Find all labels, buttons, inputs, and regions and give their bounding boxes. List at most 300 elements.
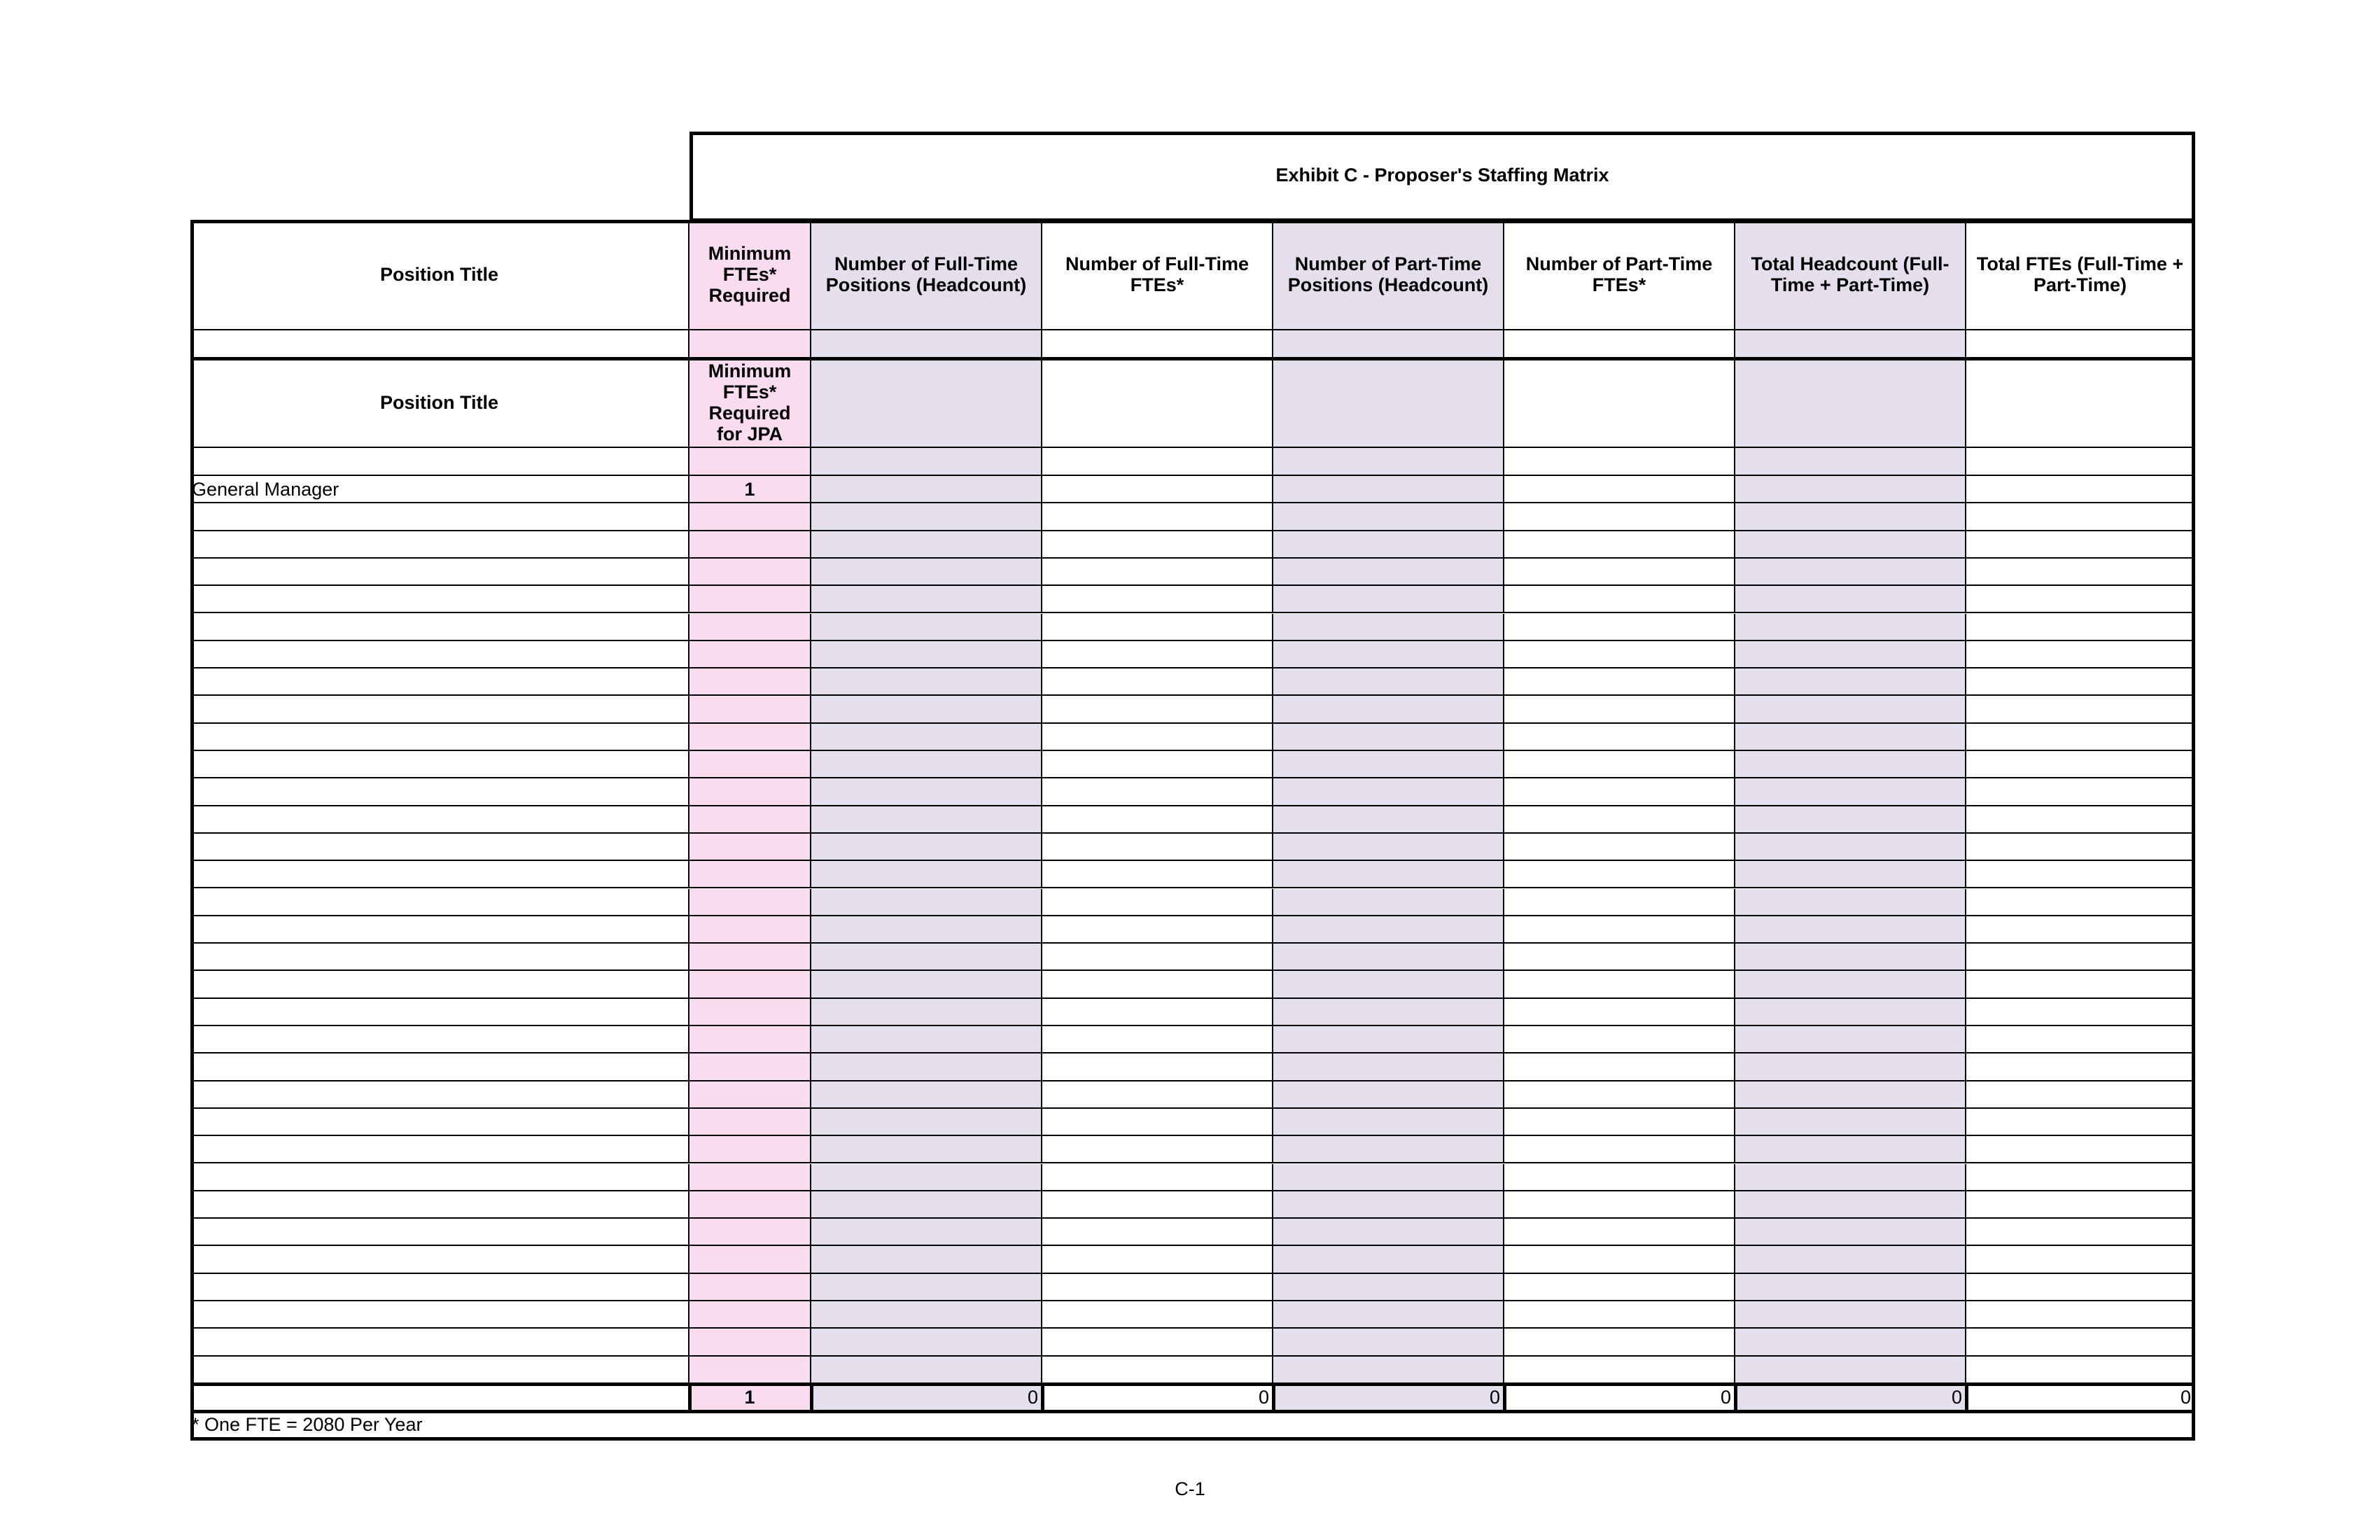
- table-row-cell: [1735, 834, 1966, 861]
- table-row-cell: [811, 916, 1042, 944]
- header-pt-ftes: Number of Part-Time FTEs*: [1504, 220, 1735, 330]
- table-row-cell: [1273, 1219, 1504, 1246]
- table-row-cell: [1504, 1301, 1735, 1329]
- table-row-cell: [1042, 778, 1273, 806]
- table-row-cell: [811, 1357, 1042, 1384]
- table-row-cell: [1966, 1274, 2195, 1301]
- table-row-cell: [1273, 1109, 1504, 1136]
- table-row-cell: [1504, 1109, 1735, 1136]
- table-row-cell: [1504, 1246, 1735, 1273]
- table-row-cell: [690, 1329, 811, 1356]
- table-row-cell: [690, 1301, 811, 1329]
- table-row-cell: [1504, 641, 1735, 668]
- table-row-cell: [811, 1274, 1042, 1301]
- table-row-cell: [1273, 971, 1504, 998]
- table-row-cell: [811, 503, 1042, 531]
- table-row-cell: [690, 559, 811, 586]
- table-row-cell: [1273, 1274, 1504, 1301]
- table-row-cell: [1966, 668, 2195, 696]
- table-row-cell: [1273, 503, 1504, 531]
- table-row-cell: [1735, 503, 1966, 531]
- table-row-cell: [190, 1301, 690, 1329]
- table-row-cell: [1735, 751, 1966, 778]
- header-ft-ftes: Number of Full-Time FTEs*: [1042, 220, 1273, 330]
- table-row-cell: [690, 1054, 811, 1081]
- table-row-cell: [690, 1026, 811, 1054]
- table-row-cell: [1042, 751, 1273, 778]
- spacer-cell: [190, 330, 690, 358]
- table-row-cell: [1273, 889, 1504, 916]
- table-row-cell: [1273, 834, 1504, 861]
- spacer-cell: [1504, 448, 1735, 476]
- table-row-cell: [1273, 916, 1504, 944]
- table-row-cell: [190, 724, 690, 751]
- table-row-cell: [690, 916, 811, 944]
- table-row-cell: [811, 724, 1042, 751]
- table-row-cell: [1966, 1109, 2195, 1136]
- header-position-title: Position Title: [190, 220, 690, 330]
- table-row-cell: [1504, 806, 1735, 834]
- table-row-cell: [690, 503, 811, 531]
- table-row-cell: [1273, 1136, 1504, 1163]
- cell-ft-headcount: [811, 476, 1042, 503]
- table-row-cell: [811, 889, 1042, 916]
- table-row-cell: [1966, 1191, 2195, 1219]
- table-row-cell: [190, 668, 690, 696]
- table-row-cell: [1735, 1219, 1966, 1246]
- table-row-cell: [811, 641, 1042, 668]
- table-row-cell: [1042, 1246, 1273, 1273]
- table-row-cell: [1042, 1136, 1273, 1163]
- table-row-cell: [1504, 1164, 1735, 1191]
- table-row-cell: [1966, 531, 2195, 559]
- table-row-cell: [190, 1109, 690, 1136]
- totals-bottom-rule: [190, 1410, 2195, 1413]
- table-row-cell: [1273, 944, 1504, 971]
- table-row-cell: [1504, 724, 1735, 751]
- table-row-cell: [1042, 1082, 1273, 1109]
- table-row-cell: [1273, 778, 1504, 806]
- total-pt-headcount: 0: [1273, 1384, 1504, 1411]
- table-row-cell: [190, 999, 690, 1026]
- table-row-cell: [1042, 1329, 1273, 1356]
- table-row-cell: [190, 614, 690, 641]
- table-row-cell: [1966, 1164, 2195, 1191]
- table-row-cell: [690, 999, 811, 1026]
- table-row-cell: [1273, 1301, 1504, 1329]
- table-row-cell: [1735, 1164, 1966, 1191]
- table-row-cell: [1966, 641, 2195, 668]
- table-row-cell: [811, 1136, 1042, 1163]
- subheader-empty: [1273, 358, 1504, 448]
- table-row-cell: [1735, 861, 1966, 888]
- spacer-cell: [811, 330, 1042, 358]
- table-row-cell: [1504, 614, 1735, 641]
- table-row-cell: [1966, 861, 2195, 888]
- table-row-cell: [190, 861, 690, 888]
- totals-top-rule: [190, 1382, 2195, 1386]
- table-row-cell: [1042, 1274, 1273, 1301]
- table-row-cell: [1042, 1219, 1273, 1246]
- table-row-cell: [1735, 668, 1966, 696]
- table-row-cell: [690, 1164, 811, 1191]
- table-row-cell: [190, 1357, 690, 1384]
- table-row-cell: [1504, 1054, 1735, 1081]
- table-row-cell: [1273, 586, 1504, 613]
- table-row-cell: [1504, 889, 1735, 916]
- spacer-cell: [1273, 448, 1504, 476]
- table-row-cell: [1966, 778, 2195, 806]
- table-row-cell: [1504, 751, 1735, 778]
- table-row-cell: [1966, 944, 2195, 971]
- table-row-cell: [690, 1219, 811, 1246]
- table-row-cell: [1042, 641, 1273, 668]
- table-row-cell: [690, 861, 811, 888]
- table-row-cell: [811, 1219, 1042, 1246]
- table-row-cell: [190, 1246, 690, 1273]
- table-row-cell: [1504, 1274, 1735, 1301]
- table-row-cell: [1273, 861, 1504, 888]
- table-row-cell: [1966, 751, 2195, 778]
- table-row-cell: [811, 1109, 1042, 1136]
- spacer-cell: [1735, 330, 1966, 358]
- table-row-cell: [1735, 944, 1966, 971]
- table-row-cell: [690, 1136, 811, 1163]
- table-row-cell: [1735, 1026, 1966, 1054]
- table-row-cell: [690, 806, 811, 834]
- table-row-cell: [1735, 889, 1966, 916]
- table-row-cell: [1966, 1301, 2195, 1329]
- cell-pt-headcount: [1273, 476, 1504, 503]
- header-minimum-ftes: Minimum FTEs* Required: [690, 220, 811, 330]
- table-row-cell: [1504, 696, 1735, 723]
- table-row-cell: [190, 1329, 690, 1356]
- table-row-cell: [1504, 503, 1735, 531]
- table-row-cell: [690, 724, 811, 751]
- table-row-cell: [190, 1191, 690, 1219]
- table-row-cell: [690, 1274, 811, 1301]
- table-row-cell: [1273, 1164, 1504, 1191]
- table-row-cell: [811, 614, 1042, 641]
- table-row-cell: [1504, 586, 1735, 613]
- table-row-cell: [1966, 999, 2195, 1026]
- table-row-cell: [190, 806, 690, 834]
- table-row-cell: [1504, 999, 1735, 1026]
- total-pt-ftes: 0: [1504, 1384, 1735, 1411]
- table-row-cell: [690, 1109, 811, 1136]
- table-row-cell: [1966, 806, 2195, 834]
- table-row-cell: [1735, 1329, 1966, 1356]
- table-row-cell: [811, 751, 1042, 778]
- table-row-cell: [1735, 806, 1966, 834]
- table-row-cell: [690, 751, 811, 778]
- table-row-cell: [1735, 1274, 1966, 1301]
- subheader-empty: [1966, 358, 2195, 448]
- table-row-cell: [811, 971, 1042, 998]
- table-row-cell: [1273, 806, 1504, 834]
- totals-cell-divider: [1272, 1384, 1275, 1411]
- table-row-cell: [811, 1082, 1042, 1109]
- header-total-headcount: Total Headcount (Full-Time + Part-Time): [1735, 220, 1966, 330]
- table-row-cell: [190, 916, 690, 944]
- total-ft-headcount: 0: [811, 1384, 1042, 1411]
- table-row-cell: [811, 531, 1042, 559]
- table-row-cell: [1273, 1329, 1504, 1356]
- table-row-cell: [190, 559, 690, 586]
- table-row-cell: [1966, 586, 2195, 613]
- table-row-cell: [1735, 614, 1966, 641]
- table-row-cell: [1735, 641, 1966, 668]
- table-row-cell: [1042, 1164, 1273, 1191]
- table-row-cell: [1273, 999, 1504, 1026]
- table-row-cell: [1042, 889, 1273, 916]
- table-row-cell: [811, 778, 1042, 806]
- table-row-cell: [811, 944, 1042, 971]
- table-row-cell: [1042, 1109, 1273, 1136]
- table-row-cell: [1966, 1329, 2195, 1356]
- spacer-cell: [1042, 330, 1273, 358]
- table-row-cell: [1735, 531, 1966, 559]
- table-row-cell: [690, 778, 811, 806]
- table-row-cell: [190, 834, 690, 861]
- position-name: General Manager: [190, 476, 690, 503]
- table-row-cell: [1504, 559, 1735, 586]
- table-row-cell: [1504, 1219, 1735, 1246]
- total-total-headcount: 0: [1735, 1384, 1966, 1411]
- table-row-cell: [1966, 889, 2195, 916]
- table-row-cell: [1966, 614, 2195, 641]
- table-row-cell: [1735, 1301, 1966, 1329]
- table-row-cell: [1966, 724, 2195, 751]
- spacer-cell: [690, 448, 811, 476]
- cell-pt-ftes: [1504, 476, 1735, 503]
- table-row-cell: [1735, 916, 1966, 944]
- table-row-cell: [1042, 696, 1273, 723]
- table-row-cell: [190, 944, 690, 971]
- table-row-cell: [1273, 1082, 1504, 1109]
- table-row-cell: [1042, 614, 1273, 641]
- table-row-cell: [1735, 696, 1966, 723]
- table-row-cell: [811, 999, 1042, 1026]
- table-row-cell: [1966, 1054, 2195, 1081]
- spacer-cell: [190, 448, 690, 476]
- table-row-cell: [690, 1191, 811, 1219]
- table-row-cell: [811, 696, 1042, 723]
- table-row-cell: [690, 971, 811, 998]
- table-row-cell: [190, 1164, 690, 1191]
- table-row-cell: [811, 586, 1042, 613]
- spacer-cell: [1735, 448, 1966, 476]
- subheader-position-title: Position Title: [190, 358, 690, 448]
- table-row-cell: [1735, 1136, 1966, 1163]
- table-row-cell: [690, 889, 811, 916]
- table-row-cell: [1966, 1026, 2195, 1054]
- table-row-cell: [1042, 806, 1273, 834]
- table-row-cell: [190, 778, 690, 806]
- table-row-cell: [811, 559, 1042, 586]
- table-row-cell: [190, 503, 690, 531]
- total-minimum-ftes: 1: [690, 1384, 811, 1411]
- table-row-cell: [1042, 503, 1273, 531]
- spacer-cell: [1273, 330, 1504, 358]
- table-row-cell: [1966, 1246, 2195, 1273]
- table-row-cell: [811, 1301, 1042, 1329]
- table-row-cell: [1504, 971, 1735, 998]
- table-row-cell: [190, 586, 690, 613]
- table-row-cell: [1042, 531, 1273, 559]
- table-row-cell: [811, 861, 1042, 888]
- totals-cell-divider: [1041, 1384, 1044, 1411]
- totals-cell-divider: [688, 1384, 692, 1411]
- table-row-cell: [190, 1274, 690, 1301]
- table-row-cell: [1273, 751, 1504, 778]
- table-row-cell: [190, 1219, 690, 1246]
- table-row-cell: [1042, 668, 1273, 696]
- table-row-cell: [190, 889, 690, 916]
- table-row-cell: [1042, 971, 1273, 998]
- cell-total-headcount: [1735, 476, 1966, 503]
- table-row-cell: [811, 1246, 1042, 1273]
- table-row-cell: [1504, 531, 1735, 559]
- table-row-cell: [811, 806, 1042, 834]
- table-row-cell: [690, 834, 811, 861]
- table-row-cell: [1273, 531, 1504, 559]
- exhibit-title: Exhibit C - Proposer's Staffing Matrix: [690, 132, 2195, 220]
- table-row-cell: [1042, 999, 1273, 1026]
- table-row-cell: [190, 751, 690, 778]
- table-row-cell: [1273, 1054, 1504, 1081]
- table-row-cell: [1042, 1357, 1273, 1384]
- table-row-cell: [1273, 1357, 1504, 1384]
- table-row-cell: [1504, 1082, 1735, 1109]
- table-row-cell: [690, 614, 811, 641]
- table-row-cell: [1504, 1026, 1735, 1054]
- table-row-cell: [811, 1026, 1042, 1054]
- subheader-empty: [1042, 358, 1273, 448]
- table-row-cell: [1273, 614, 1504, 641]
- table-row-cell: [1966, 971, 2195, 998]
- table-row-cell: [190, 1082, 690, 1109]
- table-row-cell: [1504, 834, 1735, 861]
- table-row-cell: [1966, 916, 2195, 944]
- table-row-cell: [1966, 1219, 2195, 1246]
- table-row-cell: [1042, 834, 1273, 861]
- table-row-cell: [690, 1246, 811, 1273]
- cell-total-ftes: [1966, 476, 2195, 503]
- table-row-cell: [1042, 724, 1273, 751]
- table-row-cell: [190, 1026, 690, 1054]
- table-row-cell: [690, 586, 811, 613]
- table-row-cell: [1273, 1246, 1504, 1273]
- table-row-cell: [1042, 1191, 1273, 1219]
- table-row-cell: [1042, 944, 1273, 971]
- subheader-empty: [811, 358, 1042, 448]
- table-row-cell: [1273, 724, 1504, 751]
- header-pt-headcount: Number of Part-Time Positions (Headcount): [1273, 220, 1504, 330]
- table-row-cell: [1273, 696, 1504, 723]
- cell-ft-ftes: [1042, 476, 1273, 503]
- table-row-cell: [1966, 834, 2195, 861]
- table-row-cell: [190, 696, 690, 723]
- table-row-cell: [1273, 1191, 1504, 1219]
- header-total-ftes: Total FTEs (Full-Time + Part-Time): [1966, 220, 2195, 330]
- table-row-cell: [1504, 1136, 1735, 1163]
- spacer-cell: [1966, 330, 2195, 358]
- totals-cell-divider: [1503, 1384, 1506, 1411]
- page-number: C-1: [1175, 1478, 1205, 1499]
- spacer-cell: [690, 330, 811, 358]
- table-row-cell: [1735, 778, 1966, 806]
- subheader-empty: [1735, 358, 1966, 448]
- totals-cell-divider: [810, 1384, 813, 1411]
- spacer-cell: [1966, 448, 2195, 476]
- footnote: * One FTE = 2080 Per Year: [190, 1411, 2195, 1438]
- table-row-cell: [1042, 861, 1273, 888]
- table-row-cell: [1735, 1082, 1966, 1109]
- totals-cell-divider: [1734, 1384, 1737, 1411]
- table-row-cell: [1966, 559, 2195, 586]
- table-row-cell: [690, 641, 811, 668]
- totals-cell-divider: [1965, 1384, 1968, 1411]
- table-row-cell: [1042, 1026, 1273, 1054]
- table-row-cell: [1504, 668, 1735, 696]
- table-row-cell: [1966, 1357, 2195, 1384]
- table-row-cell: [1273, 1026, 1504, 1054]
- spacer-cell: [1042, 448, 1273, 476]
- table-row-cell: [1735, 1357, 1966, 1384]
- table-row-cell: [690, 944, 811, 971]
- table-row-cell: [811, 1164, 1042, 1191]
- table-row-cell: [190, 971, 690, 998]
- spacer-cell: [1504, 330, 1735, 358]
- table-row-cell: [1042, 1301, 1273, 1329]
- table-row-cell: [1735, 724, 1966, 751]
- table-row-cell: [1735, 1054, 1966, 1081]
- table-row-cell: [1504, 1329, 1735, 1356]
- table-row-cell: [190, 1054, 690, 1081]
- total-total-ftes: 0: [1966, 1384, 2195, 1411]
- table-row-cell: [811, 1054, 1042, 1081]
- table-row-cell: [1273, 641, 1504, 668]
- table-row-cell: [1504, 1191, 1735, 1219]
- table-row-cell: [190, 531, 690, 559]
- table-row-cell: [811, 1191, 1042, 1219]
- table-row-cell: [1504, 944, 1735, 971]
- table-row-cell: [690, 1357, 811, 1384]
- table-row-cell: [1042, 916, 1273, 944]
- totals-label-cell: [190, 1384, 690, 1411]
- table-row-cell: [1273, 668, 1504, 696]
- subheader-minimum-ftes: Minimum FTEs* Required for JPA: [690, 358, 811, 448]
- table-row-cell: [1504, 861, 1735, 888]
- table-row-cell: [690, 696, 811, 723]
- table-row-cell: [190, 1136, 690, 1163]
- table-row-cell: [1735, 971, 1966, 998]
- table-row-cell: [811, 834, 1042, 861]
- table-row-cell: [811, 668, 1042, 696]
- table-row-cell: [1735, 1191, 1966, 1219]
- table-row-cell: [1504, 916, 1735, 944]
- table-row-cell: [811, 1329, 1042, 1356]
- table-row-cell: [1735, 1109, 1966, 1136]
- table-row-cell: [1735, 559, 1966, 586]
- table-row-cell: [1042, 586, 1273, 613]
- table-row-cell: [1042, 1054, 1273, 1081]
- table-row-cell: [690, 1082, 811, 1109]
- table-row-cell: [190, 641, 690, 668]
- table-row-cell: [1735, 999, 1966, 1026]
- header-ft-headcount: Number of Full-Time Positions (Headcount): [811, 220, 1042, 330]
